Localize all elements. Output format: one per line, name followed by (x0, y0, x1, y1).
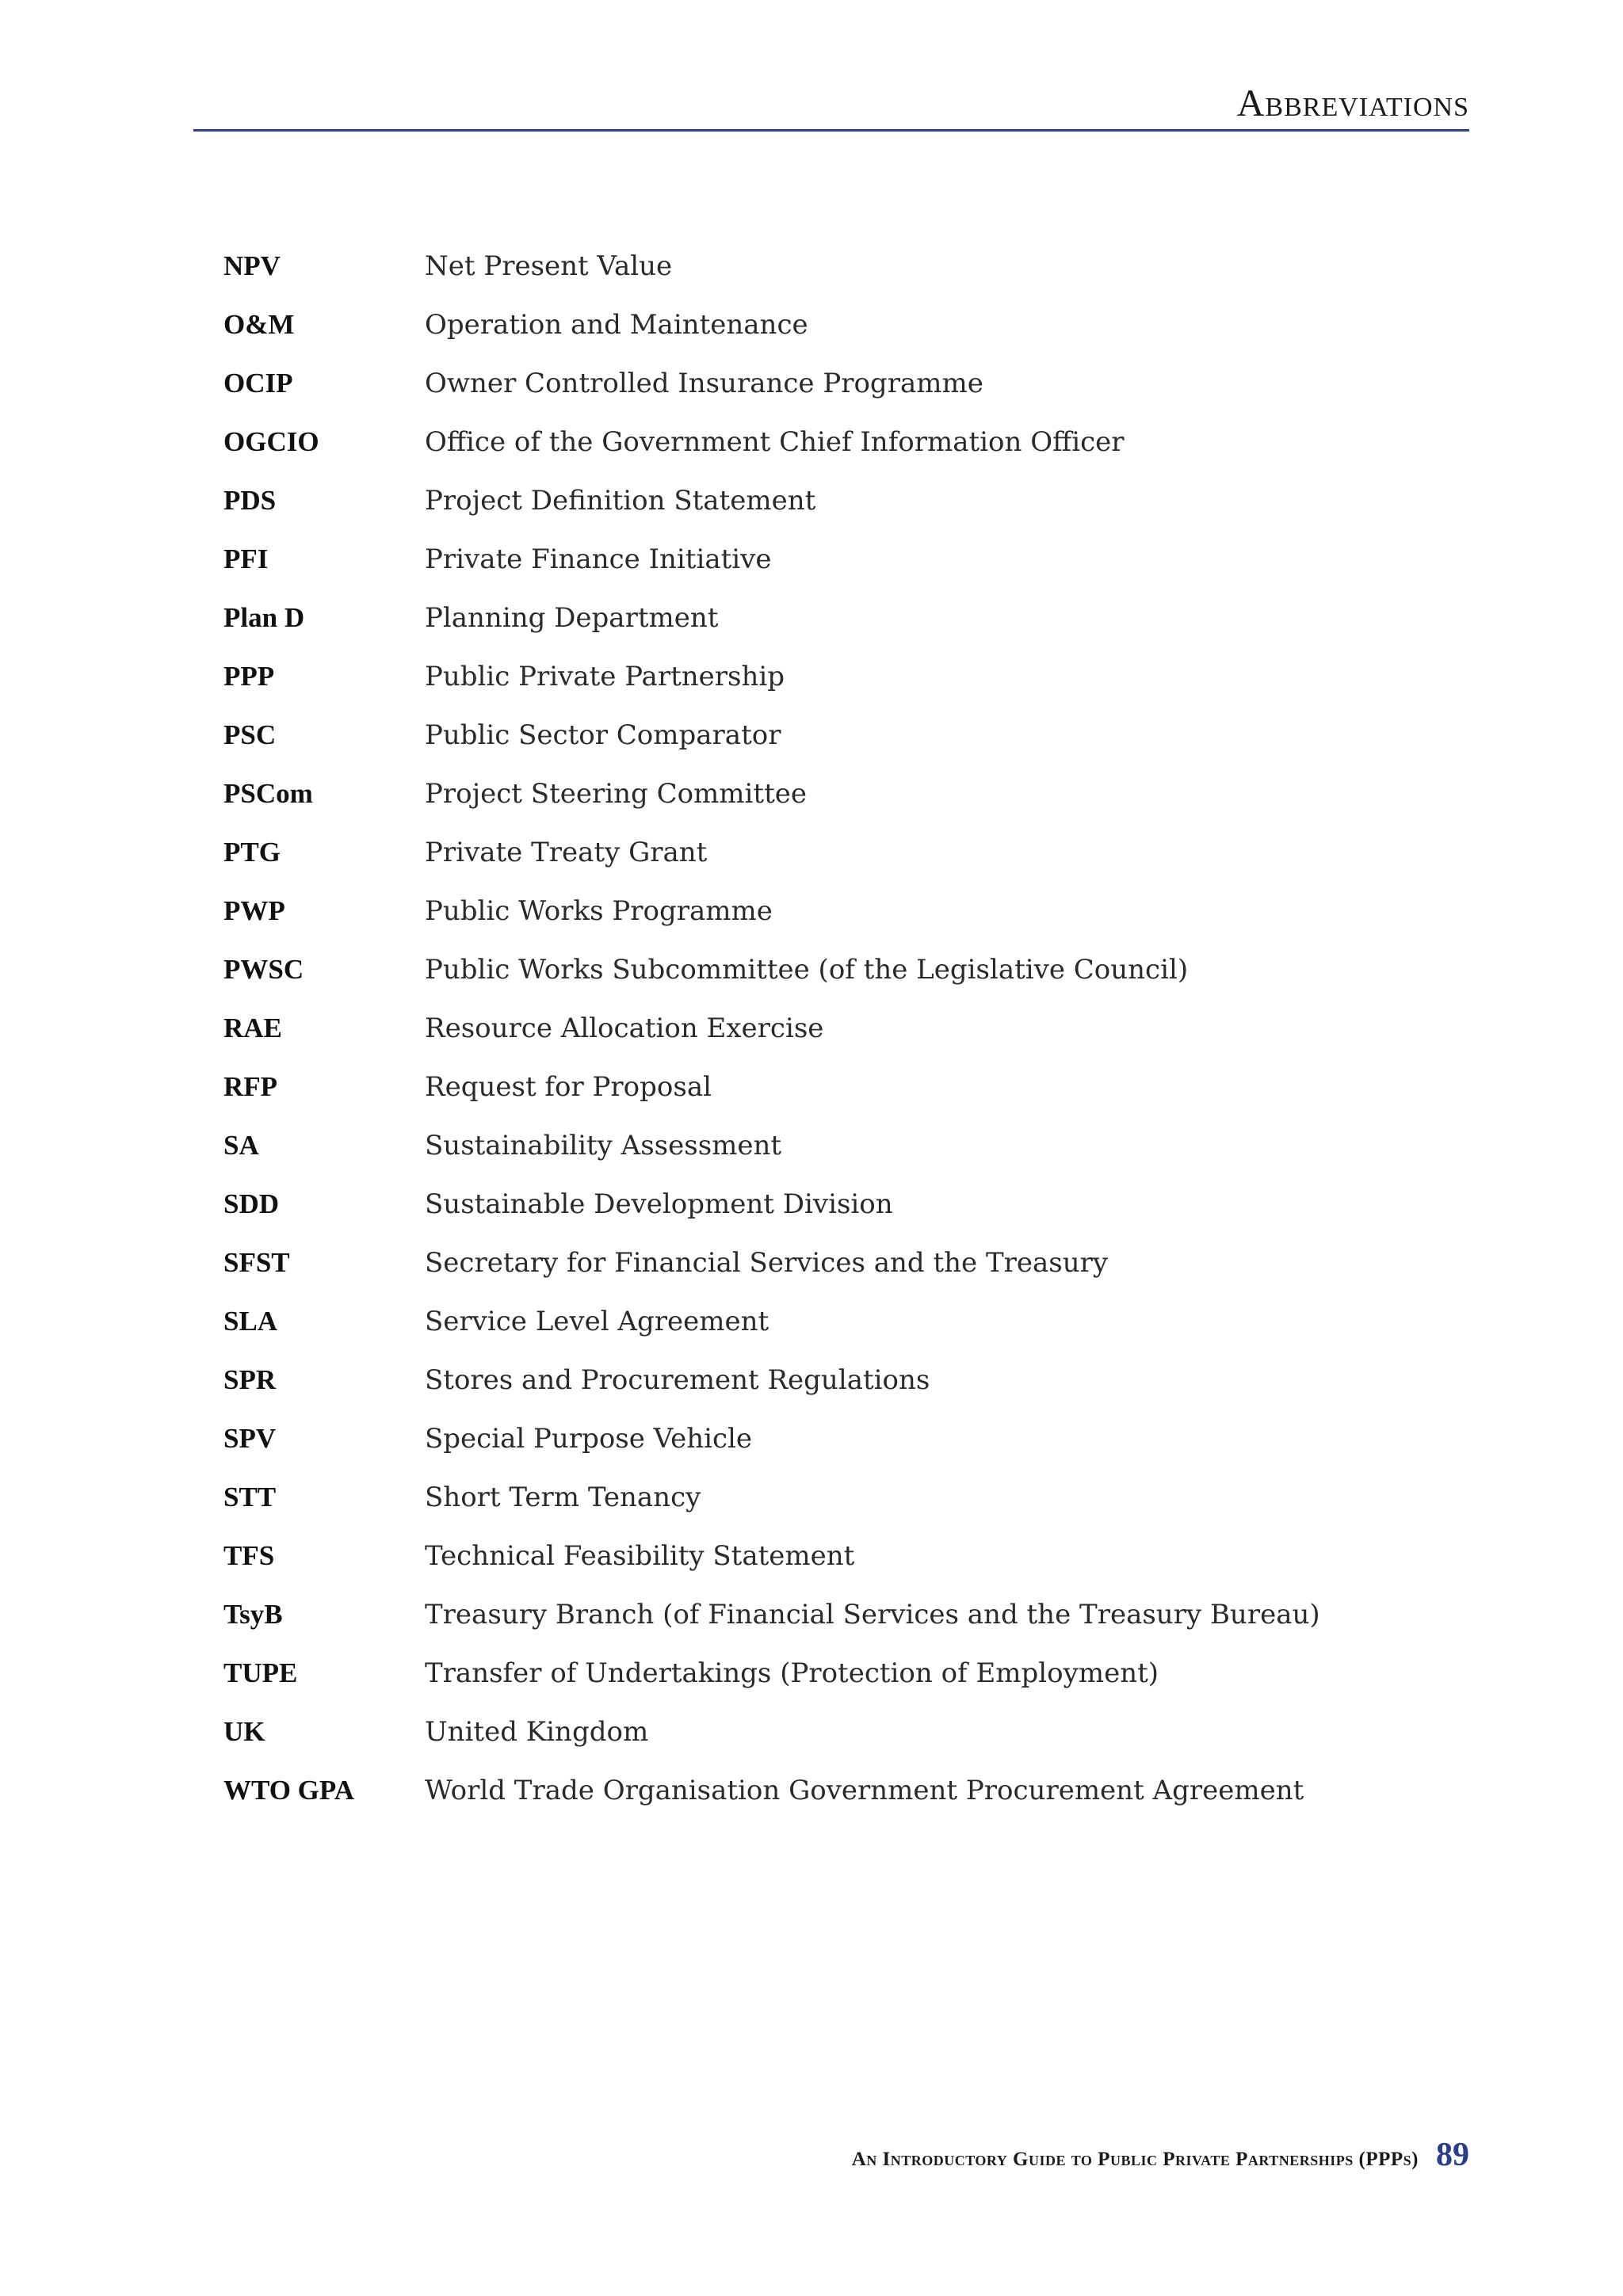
abbreviation-definition: Sustainable Development Division (425, 1188, 893, 1220)
page-title: Abbreviations (1236, 82, 1469, 124)
abbreviation-term: O&M (223, 309, 295, 340)
abbreviation-row (223, 837, 1460, 895)
abbreviation-term: PDS (223, 485, 277, 516)
abbreviation-definition: Private Finance Initiative (425, 543, 772, 575)
abbreviation-definition: Planning Department (425, 602, 719, 634)
abbreviation-row (223, 602, 1460, 661)
abbreviation-term: PWP (223, 895, 285, 926)
abbreviation-term: STT (223, 1482, 277, 1512)
abbreviation-term: PPP (223, 661, 275, 692)
abbreviation-row (223, 954, 1460, 1013)
abbreviation-definition: Project Steering Committee (425, 778, 807, 810)
abbreviation-row (223, 1013, 1460, 1071)
abbreviation-row (223, 1599, 1460, 1657)
abbreviation-definition: Private Treaty Grant (425, 837, 708, 868)
abbreviation-row (223, 368, 1460, 426)
abbreviation-definition: Secretary for Financial Services and the Treasury (425, 1247, 1109, 1279)
abbreviation-row (223, 1423, 1460, 1482)
abbreviation-row (223, 1247, 1460, 1306)
abbreviation-definition: United Kingdom (425, 1716, 649, 1748)
abbreviation-row (223, 1071, 1460, 1130)
abbreviation-term: SLA (223, 1306, 278, 1337)
abbreviation-term: NPV (223, 250, 281, 281)
abbreviation-term: SFST (223, 1247, 290, 1278)
abbreviation-definition: Public Works Programme (425, 895, 773, 927)
abbreviation-row (223, 719, 1460, 778)
abbreviations-list (223, 250, 1460, 1833)
abbreviation-row (223, 1482, 1460, 1540)
abbreviation-term: RFP (223, 1071, 278, 1102)
abbreviation-row (223, 1540, 1460, 1599)
abbreviation-term: TUPE (223, 1657, 298, 1688)
abbreviation-row (223, 1306, 1460, 1364)
abbreviation-row (223, 1364, 1460, 1423)
footer-guide-title: An Introductory Guide to Public Private Partnerships (PPPs) (851, 2149, 1419, 2170)
abbreviation-term: SDD (223, 1188, 280, 1219)
abbreviation-row (223, 250, 1460, 309)
abbreviation-term: OGCIO (223, 426, 319, 457)
abbreviation-definition: Operation and Maintenance (425, 309, 808, 341)
abbreviation-term: Plan D (223, 602, 305, 633)
abbreviation-term: TFS (223, 1540, 275, 1571)
abbreviation-term: PSC (223, 719, 277, 750)
abbreviation-term: RAE (223, 1013, 282, 1043)
abbreviation-row (223, 1657, 1460, 1716)
abbreviation-term: PFI (223, 543, 269, 574)
abbreviation-row (223, 426, 1460, 485)
abbreviation-row (223, 1188, 1460, 1247)
abbreviation-term: UK (223, 1716, 265, 1747)
abbreviation-definition: Technical Feasibility Statement (425, 1540, 855, 1572)
abbreviation-definition: Public Sector Comparator (425, 719, 781, 751)
abbreviation-definition: Net Present Value (425, 250, 673, 282)
abbreviation-definition: Resource Allocation Exercise (425, 1013, 824, 1044)
abbreviation-definition: Service Level Agreement (425, 1306, 769, 1337)
abbreviation-row (223, 543, 1460, 602)
page-header (193, 79, 1469, 132)
abbreviation-row (223, 309, 1460, 368)
abbreviation-row (223, 1130, 1460, 1188)
abbreviation-definition: Short Term Tenancy (425, 1482, 701, 1513)
abbreviation-row (223, 1716, 1460, 1775)
abbreviation-definition: Sustainability Assessment (425, 1130, 782, 1161)
abbreviation-definition: Special Purpose Vehicle (425, 1423, 753, 1455)
abbreviation-term: PTG (223, 837, 281, 868)
abbreviation-term: SA (223, 1130, 259, 1161)
abbreviation-term: WTO GPA (223, 1775, 354, 1806)
abbreviation-row (223, 778, 1460, 837)
abbreviation-definition: Office of the Government Chief Information Officer (425, 426, 1125, 458)
abbreviation-term: TsyB (223, 1599, 283, 1630)
page-footer (852, 2136, 1469, 2174)
abbreviation-row (223, 895, 1460, 954)
abbreviation-definition: World Trade Organisation Government Procurement Agreement (425, 1775, 1304, 1806)
abbreviation-definition: Stores and Procurement Regulations (425, 1364, 930, 1396)
abbreviation-term: SPV (223, 1423, 277, 1454)
abbreviation-term: SPR (223, 1364, 277, 1395)
abbreviation-definition: Owner Controlled Insurance Programme (425, 368, 983, 399)
page-number: 89 (1436, 2137, 1469, 2173)
abbreviation-definition: Transfer of Undertakings (Protection of Employment) (425, 1657, 1159, 1689)
abbreviation-term: PSCom (223, 778, 313, 809)
abbreviation-definition: Request for Proposal (425, 1071, 712, 1103)
abbreviation-definition: Public Works Subcommittee (of the Legislative Council) (425, 954, 1189, 986)
abbreviation-definition: Project Definition Statement (425, 485, 816, 517)
abbreviation-definition: Public Private Partnership (425, 661, 785, 692)
abbreviation-definition: Treasury Branch (of Financial Services and the Treasury Bureau) (425, 1599, 1320, 1630)
abbreviation-term: PWSC (223, 954, 304, 985)
abbreviation-row (223, 1775, 1460, 1833)
abbreviation-row (223, 661, 1460, 719)
abbreviation-row (223, 485, 1460, 543)
abbreviation-term: OCIP (223, 368, 293, 399)
